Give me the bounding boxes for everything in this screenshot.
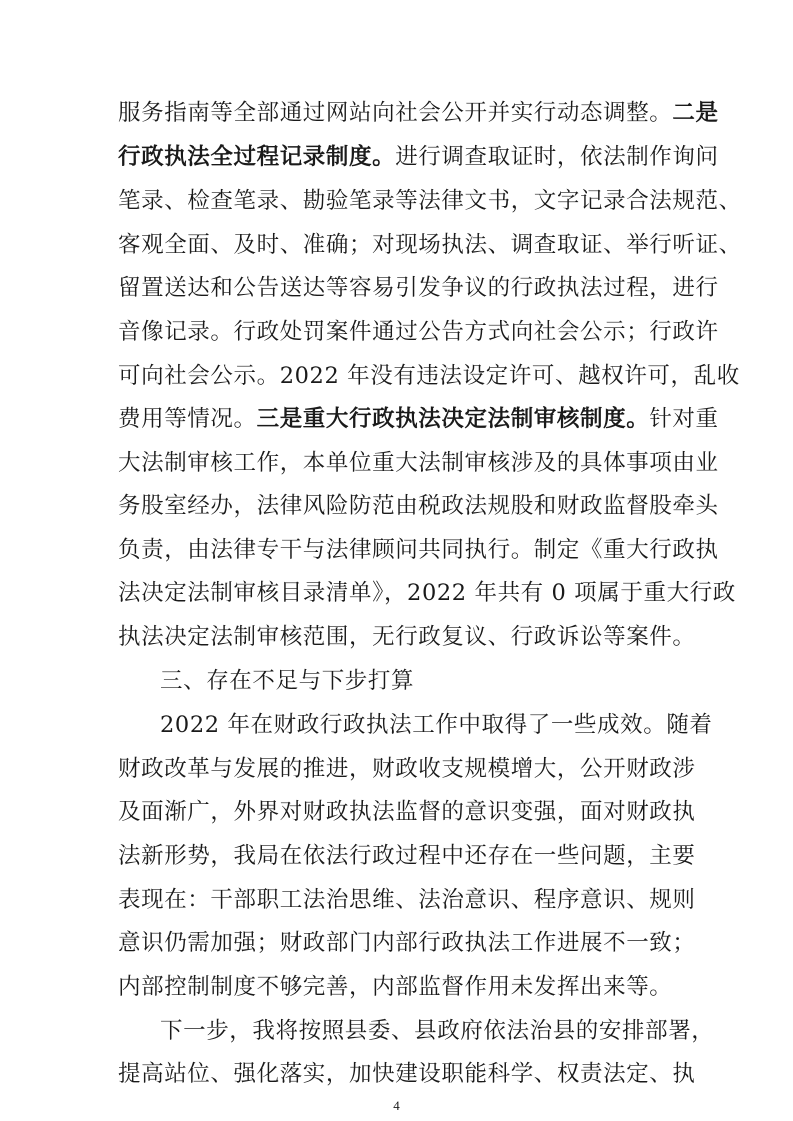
section-heading: 三、存在不足与下步打算: [160, 668, 415, 694]
paragraph-line: 务股室经办，法律风险防范由税政法规股和财政监督股牵头: [118, 493, 719, 519]
page-number: 4: [393, 1098, 400, 1113]
bold-text-run: 行政执法全过程记录制度。: [118, 144, 396, 170]
paragraph-line: 音像记录。行政处罚案件通过公告方式向社会公示；行政许: [118, 319, 719, 345]
paragraph-line: 表现在：干部职工法治思维、法治意识、程序意识、规则: [118, 887, 696, 913]
paragraph-line: [118, 142, 719, 172]
text-run: 服务指南等全部通过网站向社会公开并实行动态调整。: [118, 100, 673, 126]
paragraph-line: 下一步，我将按照县委、县政府依法治县的安排部署，: [160, 1018, 715, 1044]
paragraph-line: [118, 98, 719, 128]
paragraph-line: 可向社会公示。2022 年没有违法设定许可、越权许可，乱收: [118, 363, 740, 389]
text-run: 进行调查取证时，依法制作询问: [395, 144, 719, 170]
paragraph-line: 及面渐广，外界对财政执法监督的意识变强，面对财政执: [118, 799, 696, 825]
paragraph-line: 大法制审核工作，本单位重大法制审核涉及的具体事项由业: [118, 450, 719, 476]
paragraph-line: 意识仍需加强；财政部门内部行政执法工作进展不一致；: [118, 930, 696, 956]
text-run: 针对重: [649, 406, 719, 432]
paragraph-line: 提高站位、强化落实，加快建设职能科学、权责法定、执: [118, 1061, 696, 1087]
paragraph-line: 财政改革与发展的推进，财政收支规模增大，公开财政涉: [118, 756, 696, 782]
paragraph-line: 留置送达和公告送达等容易引发争议的行政执法过程，进行: [118, 275, 719, 301]
paragraph-line: 客观全面、及时、准确；对现场执法、调查取证、举行听证、: [118, 232, 742, 258]
paragraph-line: 执法决定法制审核范围，无行政复议、行政诉讼等案件。: [118, 624, 696, 650]
paragraph-line: 负责，由法律专干与法律顾问共同执行。制定《重大行政执: [118, 537, 719, 563]
bold-text-run: 三是重大行政执法决定法制审核制度。: [256, 406, 650, 432]
bold-text-run: 二是: [672, 100, 719, 126]
paragraph-line: 2022 年在财政行政执法工作中取得了一些成效。随着: [160, 712, 713, 738]
paragraph-line: 内部控制制度不够完善，内部监督作用未发挥出来等。: [118, 974, 673, 1000]
paragraph-line: [118, 404, 719, 434]
text-run: 费用等情况。: [118, 406, 257, 432]
paragraph-line: 法决定法制审核目录清单》，2022 年共有 0 项属于重大行政: [118, 580, 736, 606]
paragraph-line: 笔录、检查笔录、勘验笔录等法律文书，文字记录合法规范、: [118, 188, 742, 214]
paragraph-line: 法新形势，我局在依法行政过程中还存在一些问题，主要: [118, 843, 696, 869]
